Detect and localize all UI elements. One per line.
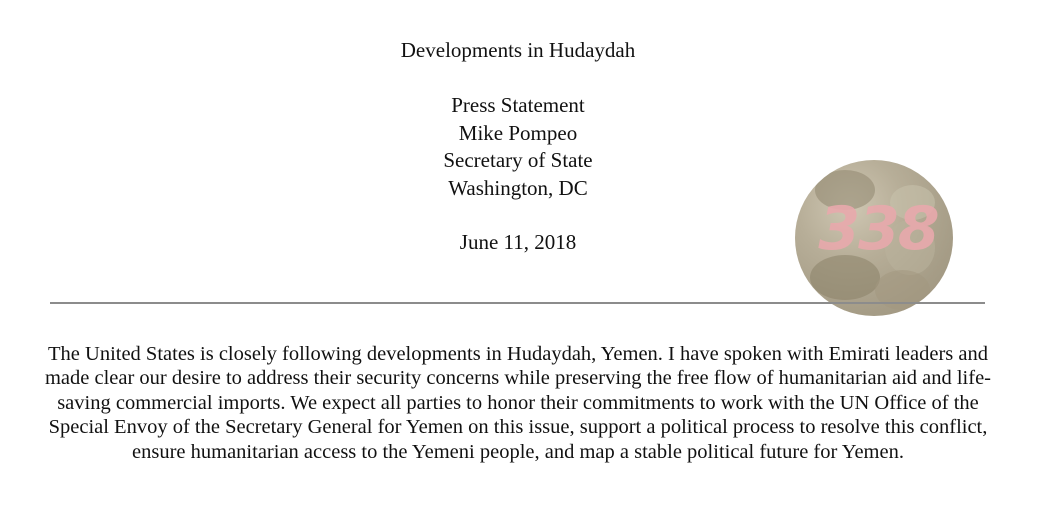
statement-date: June 11, 2018	[459, 230, 577, 254]
statement-type: Press Statement	[451, 93, 585, 117]
statement-location: Washington, DC	[448, 175, 588, 200]
watermark-number: 338	[818, 194, 938, 264]
author-position: Secretary of State	[443, 148, 593, 172]
horizontal-divider	[50, 302, 985, 304]
watermark-stamp	[795, 160, 953, 316]
author-name: Mike Pompeo	[458, 120, 578, 145]
statement-body: The United States is closely following developments in Hudaydah, Yemen. I have spoken with Emirati leaders and made clear our desire to address their security concerns while preserving the free flow of humanitarian aid and life-saving commercial imports. We expect all parties to honor their commitments to work with the UN Office of the Special Envoy of the Secretary General for Yemen on this issue, support a political process to resolve this conflict, ensure humanitarian access to the Yemeni people, and map a stable political future for Yemen.	[44, 343, 992, 463]
document-title: Developments in Hudaydah	[400, 38, 636, 62]
